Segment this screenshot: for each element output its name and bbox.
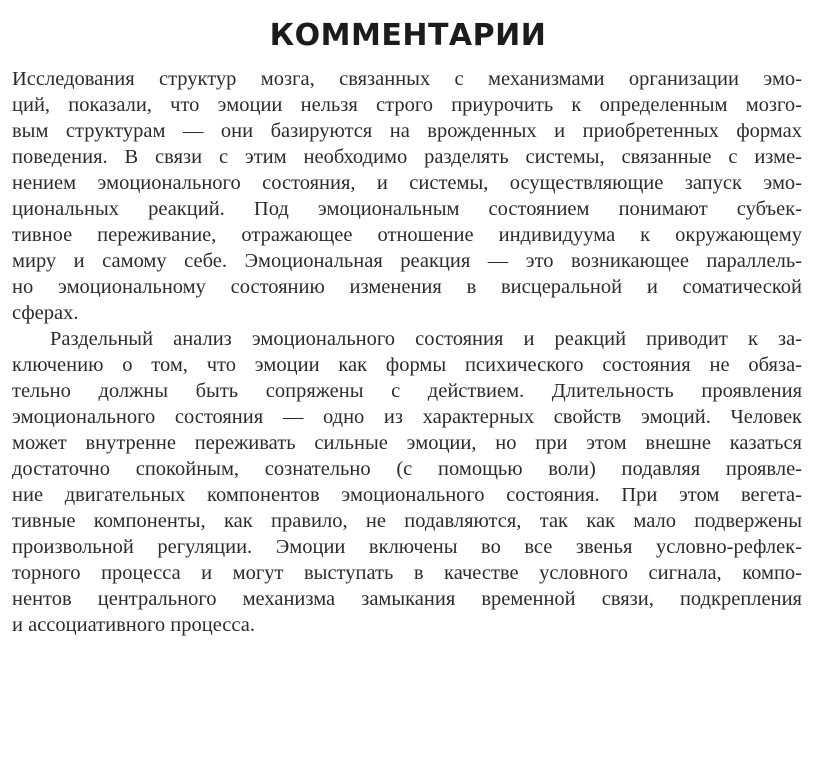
text-line: может внутренне переживать сильные эмоции, но при этом внешне казаться — [12, 432, 802, 454]
section-heading: КОММЕНТАРИИ — [269, 18, 547, 53]
text-line: достаточно спокойным, сознательно (с помощью воли) подавляя проявле- — [12, 458, 802, 480]
text-line: ций, показали, что эмоции нельзя строго приурочить к определенным мозго- — [12, 94, 802, 116]
text-line: тельно должны быть сопряжены с действием. Длительность проявления — [12, 380, 802, 402]
text-line: торного процесса и могут выступать в качестве условного сигнала, компо- — [12, 562, 802, 584]
text-line: Раздельный анализ эмоционального состояния и реакций приводит к за- — [50, 328, 802, 350]
text-line: нентов центрального механизма замыкания временной связи, подкрепления — [12, 588, 802, 610]
text-line: тивные компоненты, как правило, не подавляются, так как мало подвержены — [12, 510, 802, 532]
text-line: ние двигательных компонентов эмоционального состояния. При этом вегета- — [12, 484, 802, 506]
text-line: нением эмоционального состояния, и системы, осуществляющие запуск эмо- — [12, 172, 802, 194]
text-line: тивное переживание, отражающее отношение индивидуума к окружающему — [12, 224, 802, 246]
text-line: миру и самому себе. Эмоциональная реакция — это возникающее параллель- — [12, 250, 802, 272]
text-line: Исследования структур мозга, связанных с механизмами организации эмо- — [12, 68, 802, 90]
body-text — [12, 66, 802, 638]
text-line: сферах. — [12, 302, 79, 324]
text-line: произвольной регуляции. Эмоции включены во все звенья условно-рефлек- — [12, 536, 802, 558]
text-line: циональных реакций. Под эмоциональным состоянием понимают субъек- — [12, 198, 802, 220]
text-line: ключению о том, что эмоции как формы психического состояния не обяза- — [12, 354, 802, 376]
text-line: поведения. В связи с этим необходимо разделять системы, связанные с изме- — [12, 146, 802, 168]
text-line: и ассоциативного процесса. — [12, 614, 255, 636]
text-line: эмоционального состояния — одно из характерных свойств эмоций. Человек — [12, 406, 802, 428]
paragraph-1 — [12, 66, 802, 326]
text-line: вым структурам — они базируются на врожденных и приобретенных формах — [12, 120, 802, 142]
text-line: но эмоциональному состоянию изменения в висцеральной и соматической — [12, 276, 802, 298]
paragraph-2 — [12, 326, 802, 638]
